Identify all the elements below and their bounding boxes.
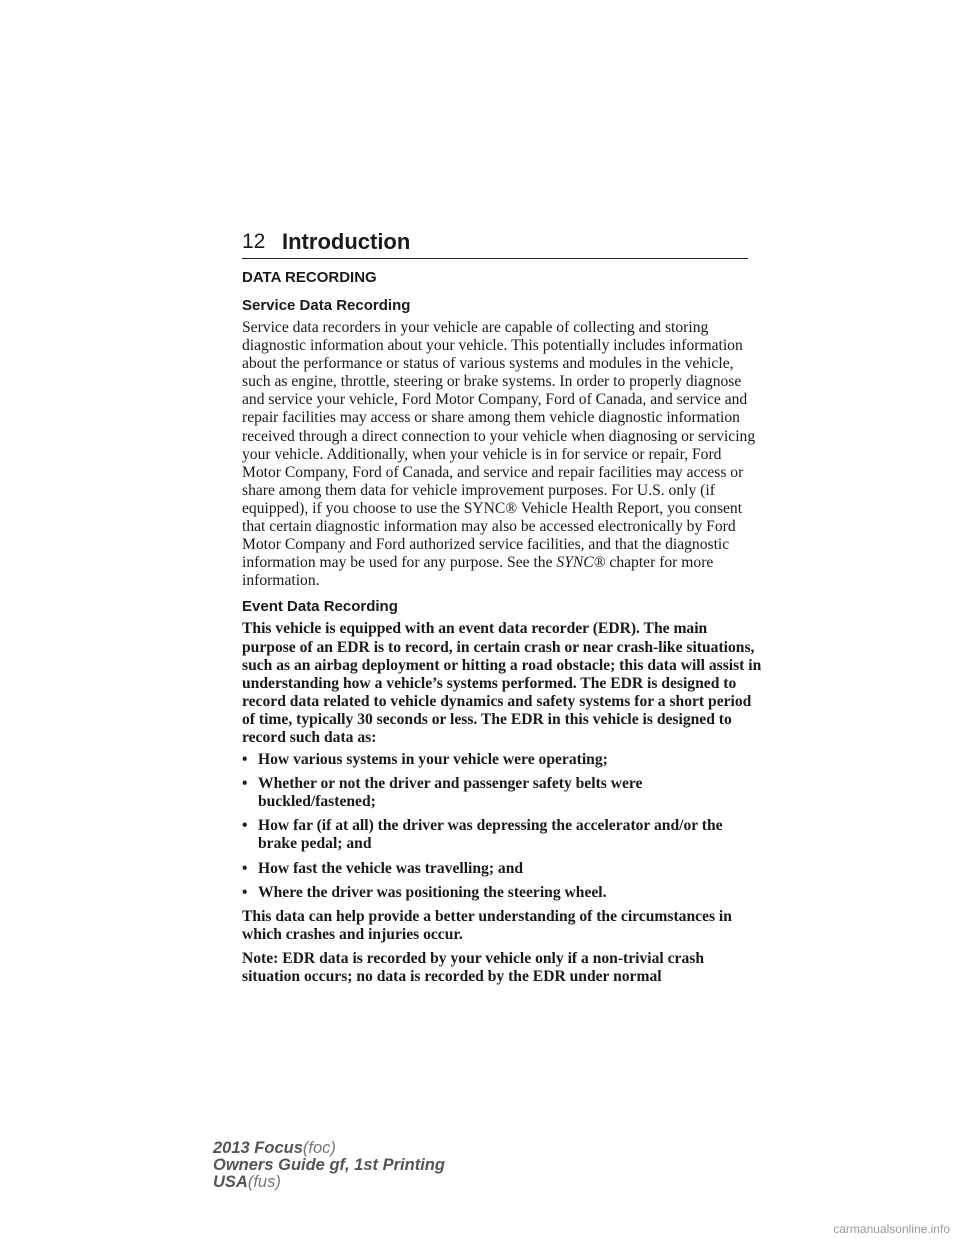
service-text-before: Service data recorders in your vehicle are capable of collecting and storing diagnostic information about your vehicle. This potentially includes information about the performance or status of various systems and modules in the vehicle, such as engine, throttle, steering or brake systems. In order to properly diagnose and service your vehicle, Ford Motor Company, Ford of Canada, and service and repair facilities may access or share among them vehicle diagnostic information received through a direct connection to your vehicle when diagnosing or servicing your vehicle. Additionally, when your vehicle is in for service or repair, Ford Motor Company, Ford of Canada, and service and repair facilities may access or share among them data for vehicle improvement purposes. For U.S. only (if equipped), if you choose to use the SYNC® Vehicle Health Report, you consent that certain diagnostic information may also be accessed electronically by Ford Motor Company and Ford authorized service facilities, and that the diagnostic information may be used for any purpose. See the (242, 319, 756, 572)
chapter-title: Introduction (282, 229, 411, 254)
list-item (242, 751, 762, 769)
bullet-icon: • (242, 817, 248, 835)
list-item-text: How fast the vehicle was travelling; and (258, 859, 524, 877)
footer-guide-line: Owners Guide gf, 1st Printing (213, 1156, 445, 1174)
footer-market-line (213, 1174, 445, 1191)
list-item-text: Whether or not the driver and passenger safety belts were buckled/fastened; (258, 775, 643, 811)
page-header (242, 228, 748, 259)
edr-data-list (242, 751, 762, 902)
sync-chapter-reference: SYNC® (556, 554, 606, 572)
list-item (242, 860, 762, 878)
list-item-text: How various systems in your vehicle were operating; (258, 751, 608, 769)
list-item (242, 817, 762, 853)
footer-model: 2013 Focus (213, 1139, 303, 1157)
bullet-icon: • (242, 859, 248, 877)
list-item-text: Where the driver was positioning the steering wheel. (258, 883, 607, 901)
page-content (242, 267, 762, 986)
service-data-paragraph (242, 319, 762, 590)
event-data-heading: Event Data Recording (242, 598, 398, 616)
footer-model-code: (foc) (302, 1139, 336, 1157)
bullet-icon: • (242, 883, 248, 901)
service-data-heading: Service Data Recording (242, 297, 411, 314)
event-data-intro: This vehicle is equipped with an event data recorder (EDR). The main purpose of an EDR is to record, in certain crash or near crash-like situations, such as an airbag deployment or hitting a road obstacle; this data will assist in understanding how a vehicle’s systems performed. The EDR is designed to record data related to vehicle dynamics and safety systems for a short period of time, typically 30 seconds or less. The EDR in this vehicle is designed to record such data as: (242, 620, 762, 746)
edr-note: Note: EDR data is recorded by your vehicle only if a non-trivial crash situation occurs; no data is recorded by the EDR under normal (242, 949, 705, 985)
section-title: DATA RECORDING (242, 269, 377, 286)
bullet-icon: • (242, 751, 248, 769)
site-watermark: carmanualsonline.info (833, 1222, 950, 1236)
list-item (242, 884, 762, 902)
footer-market-code: (fus) (247, 1173, 281, 1191)
edr-summary: This data can help provide a better understanding of the circumstances in which crashes and injuries occur. (242, 907, 732, 943)
footer-market: USA (213, 1173, 248, 1191)
document-footer (213, 1140, 445, 1191)
page-number: 12 (242, 230, 266, 253)
service-text-after: chapter for more information. (242, 554, 714, 590)
bullet-icon: • (242, 775, 248, 793)
footer-model-line (213, 1140, 445, 1157)
list-item (242, 775, 762, 811)
list-item-text: How far (if at all) the driver was depressing the accelerator and/or the brake pedal; and (258, 817, 723, 853)
